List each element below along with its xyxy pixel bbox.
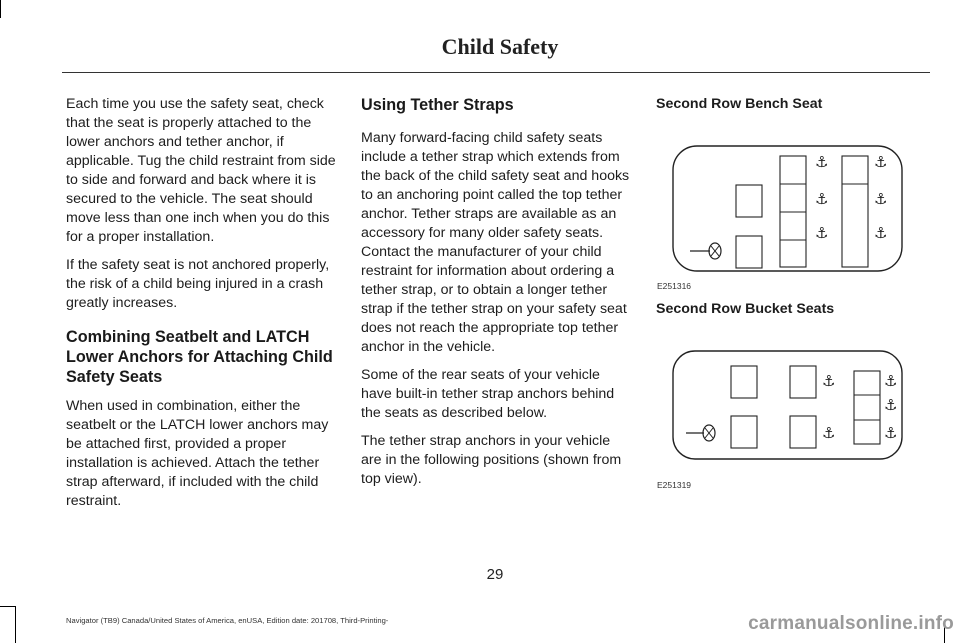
bench-seat-diagram: [672, 145, 904, 275]
steering-wheel-icon: [709, 243, 721, 259]
crop-mark: [15, 606, 16, 643]
figure-code: E251316: [657, 281, 692, 291]
anchor-icon: ⚓: [884, 396, 898, 414]
section-heading: Using Tether Straps: [361, 96, 514, 114]
figure-heading: Second Row Bench Seat: [656, 96, 823, 112]
page-number: 29: [486, 566, 504, 583]
bucket-heading-wrap: [656, 300, 916, 329]
anchor-icon: ⚓: [822, 372, 836, 390]
bucket-seats-diagram: [672, 350, 904, 462]
column-left: [66, 95, 338, 520]
anchor-icon: ⚓: [884, 372, 898, 390]
watermark: carmanualsonline.info: [748, 613, 954, 634]
anchor-icon: ⚓: [884, 424, 898, 442]
anchor-icon: ⚓: [815, 153, 829, 171]
anchor-icon: ⚓: [874, 224, 888, 242]
anchor-icon: ⚓: [874, 190, 888, 208]
figure-heading: Second Row Bucket Seats: [656, 301, 835, 317]
paragraph: Some of the rear seats of your vehicle have built-in tether strap anchors behind the seats as described below.: [361, 367, 615, 421]
section-heading: Combining Seatbelt and LATCH Lower Anchors for Attaching Child Safety Seats: [66, 328, 333, 386]
anchor-icon: ⚓: [874, 153, 888, 171]
paragraph: The tether strap anchors in your vehicle are in the following positions (shown from top view).: [361, 433, 622, 487]
footer-doc-info: Navigator (TB9) Canada/United States of America, enUSA, Edition date: 201708, Third-Printing-: [66, 616, 389, 625]
column-right: [656, 95, 916, 124]
anchor-icon: ⚓: [815, 224, 829, 242]
crop-mark: [0, 606, 16, 607]
paragraph: When used in combination, either the seatbelt or the LATCH lower anchors may be attached first, provided a proper installation is achieved. Attach the tether strap afterward, if included with the child restraint.: [66, 398, 329, 509]
anchor-icon: ⚓: [822, 424, 836, 442]
crop-mark: [0, 0, 1, 18]
page-title: Child Safety: [441, 34, 559, 59]
figure-code: E251319: [657, 480, 692, 490]
anchor-icon: ⚓: [815, 190, 829, 208]
column-middle: [361, 95, 633, 498]
paragraph: Many forward-facing child safety seats include a tether strap which extends from the back of the child safety seat and hooks to an anchoring point called the top tether anchor. Tether straps are available as an accessory for many older safety seats. Contact the manufacturer of your child restraint for information about ordering a tether strap, or to obtain a longer tether strap if the tether strap on your safety seat does not reach the appropriate top tether anchor in the vehicle.: [361, 130, 630, 355]
header-rule: [62, 72, 930, 73]
steering-wheel-icon: [703, 425, 715, 441]
paragraph: Each time you use the safety seat, check that the seat is properly attached to the lower anchors and tether anchor, if applicable. Tug the child restraint from side to side and forward and back where it is secured to the vehicle. The seat should move less than one inch when you do this for a proper installation.: [66, 96, 336, 245]
paragraph: If the safety seat is not anchored properly, the risk of a child being injured in a crash greatly increases.: [66, 257, 330, 311]
